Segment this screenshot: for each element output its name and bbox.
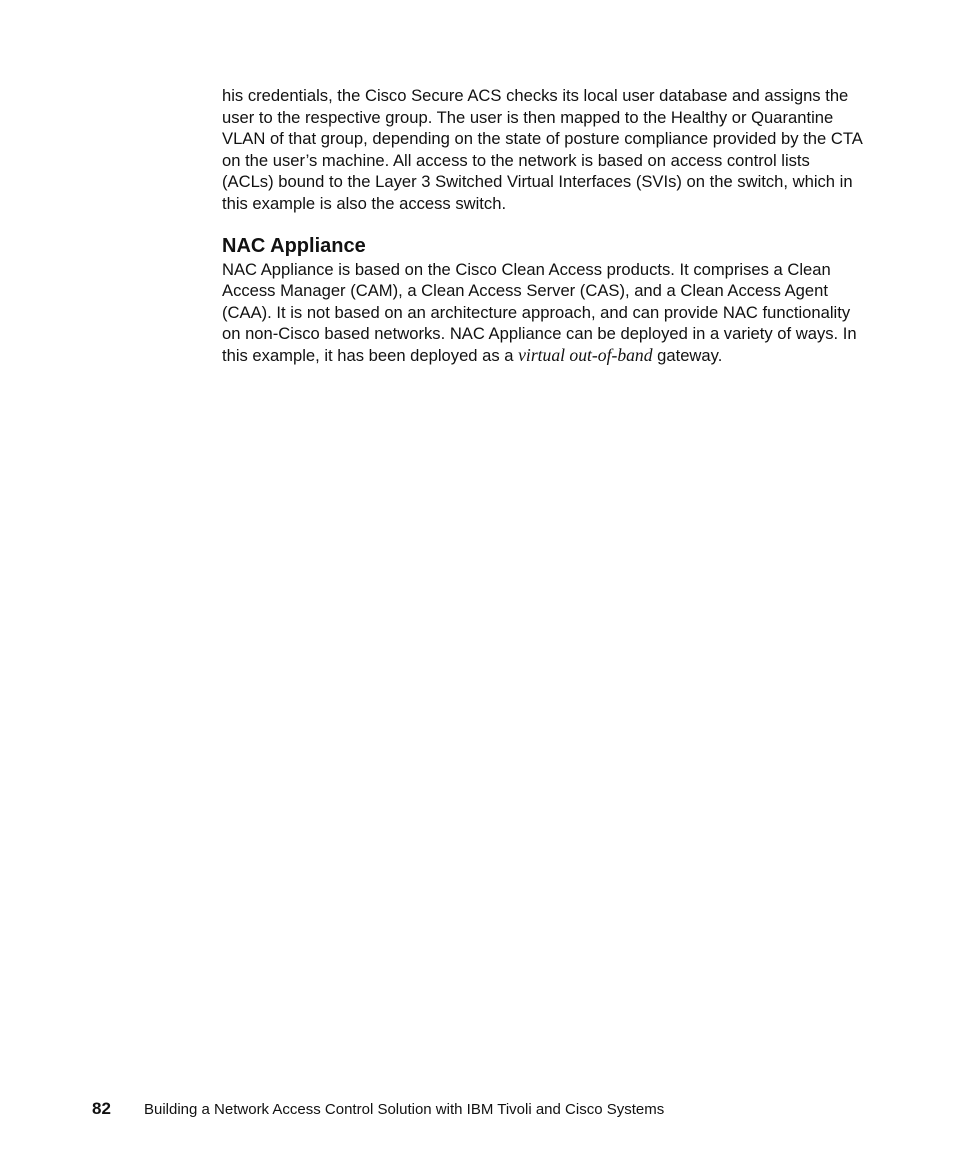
- page-number: 82: [92, 1099, 111, 1118]
- page-footer: [92, 1099, 892, 1123]
- italic-term: virtual out-of-band: [518, 344, 653, 365]
- body-paragraph-posture: his credentials, the Cisco Secure ACS checks its local user database and assigns the user to the respective group. The user is then mapped to the Healthy or Quarantine VLAN of that group, depending on the state of posture compliance provided by the CTA on the user’s machine. All access to the network is based on access control lists (ACLs) bound to the Layer 3 Switched Virtual Interfaces (SVIs) on the switch, which in this example is also the access switch.: [222, 86, 862, 213]
- main-content: [222, 85, 862, 367]
- book-title: Building a Network Access Control Solution with IBM Tivoli and Cisco Systems: [144, 1101, 665, 1118]
- section-heading-nac-appliance: NAC Appliance: [222, 234, 366, 257]
- paragraph-text: NAC Appliance is based on the Cisco Clean Access products. It comprises a Clean Access Manager (CAM), a Clean Access Server (CAS), and a Clean Access Agent (CAA). It is not based on an architecture approach, and can provide NAC functionality on non-Cisco based networks. NAC Appliance can be deployed in a variety of ways. In this example, it has been deployed as a: [222, 259, 857, 365]
- body-paragraph-nac-appliance: [222, 259, 862, 367]
- paragraph-text-end: gateway.: [652, 345, 723, 365]
